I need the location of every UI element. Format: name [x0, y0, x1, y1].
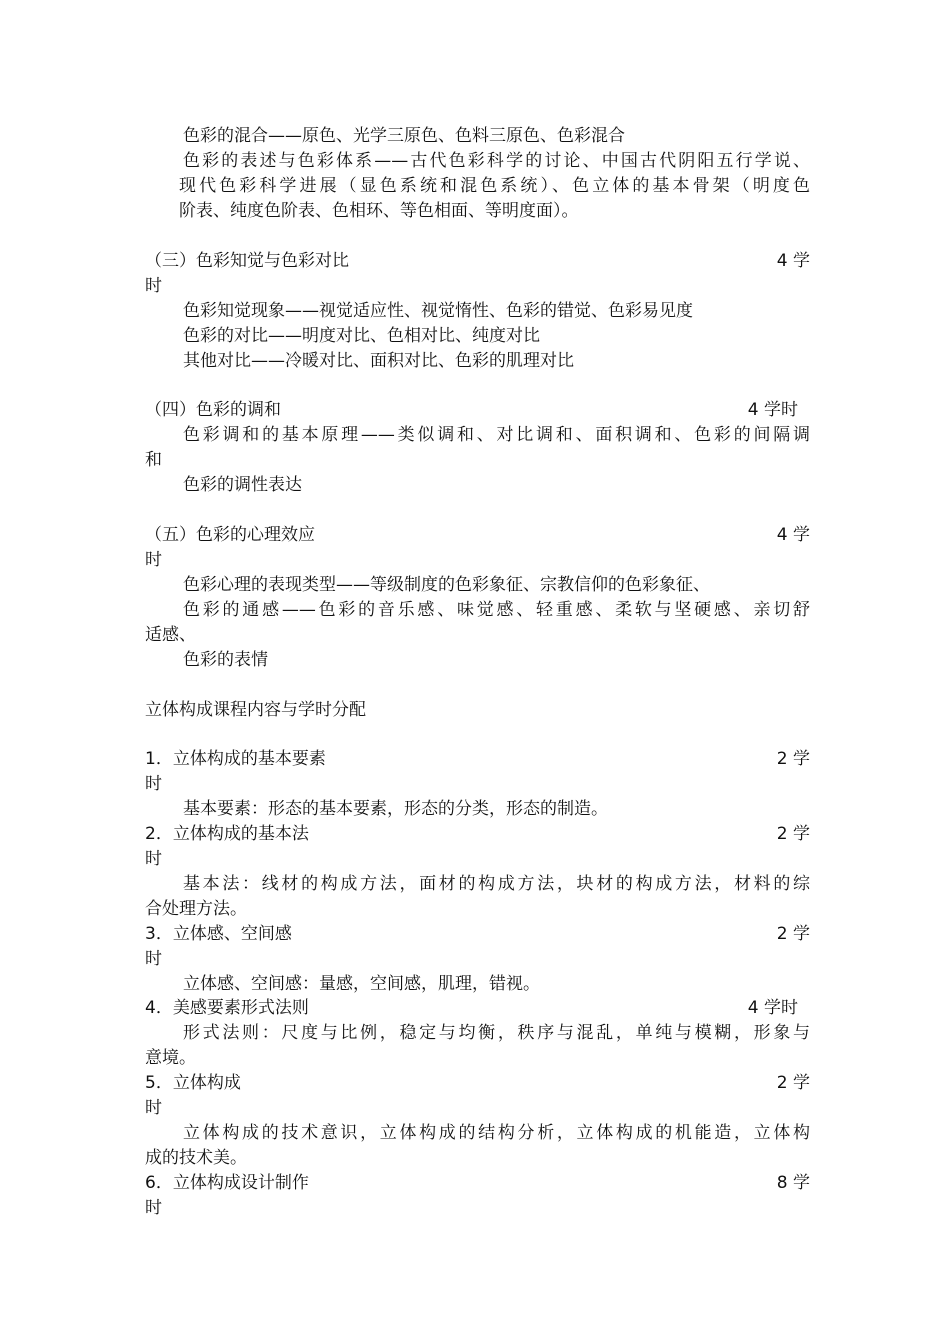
solid-item-hours: 2 学 — [776, 749, 810, 769]
solid-item-title: 2．立体构成的基本法 — [145, 824, 309, 844]
solid-item-title: 1．立体构成的基本要素 — [145, 749, 326, 769]
solid-item-title: 3．立体感、空间感 — [145, 924, 292, 944]
part5-hours: 4 学 — [776, 525, 810, 545]
part3-item: 色彩的对比——明度对比、色相对比、纯度对比 — [183, 326, 540, 346]
part4-header — [145, 398, 798, 423]
solid-item-desc: 基本要素：形态的基本要素，形态的分类，形态的制造。 — [183, 799, 608, 819]
part5-item: 色彩的通感——色彩的音乐感、味觉感、轻重感、柔软与坚硬感、亲切舒 — [183, 600, 810, 620]
part3-header — [145, 249, 810, 274]
solid-item-desc: 立体构成的技术意识，立体构成的结构分析，立体构成的机能造，立体构 — [183, 1123, 810, 1143]
color-mixing-line: 色彩的混合——原色、光学三原色、色料三原色、色彩混合 — [183, 126, 625, 146]
solid-item-hours-wrap: 时 — [145, 774, 162, 794]
solid-item-header — [145, 1171, 810, 1196]
solid-item-header — [145, 747, 810, 772]
part5-title: （五）色彩的心理效应 — [145, 525, 315, 545]
part3-item: 色彩知觉现象——视觉适应性、视觉惰性、色彩的错觉、色彩易见度 — [183, 301, 693, 321]
part4-item-wrap: 和 — [145, 450, 162, 470]
solid-item-title: 6．立体构成设计制作 — [145, 1173, 309, 1193]
solid-item-header — [145, 822, 810, 847]
solid-item-hours-wrap: 时 — [145, 849, 162, 869]
part5-item: 色彩的表情 — [183, 650, 268, 670]
solid-item-desc-wrap: 成的技术美。 — [145, 1148, 247, 1168]
part4-item: 色彩的调性表达 — [183, 475, 302, 495]
solid-item-header — [145, 996, 798, 1021]
solid-item-hours: 2 学 — [776, 1073, 810, 1093]
part5-header — [145, 523, 810, 548]
solid-item-header — [145, 1071, 810, 1096]
part4-hours: 4 学时 — [747, 400, 798, 420]
solid-item-hours-wrap: 时 — [145, 949, 162, 969]
part3-hours-wrap: 时 — [145, 276, 162, 296]
solid-item-desc: 基本法：线材的构成方法，面材的构成方法，块材的构成方法，材料的综 — [183, 874, 810, 894]
solid-item-desc: 形式法则：尺度与比例，稳定与均衡，秩序与混乱，单纯与模糊，形象与 — [183, 1023, 810, 1043]
part3-title: （三）色彩知觉与色彩对比 — [145, 251, 349, 271]
color-system-line-2: 现代色彩科学进展（显色系统和混色系统）、色立体的基本骨架（明度色 — [179, 176, 810, 196]
solid-item-hours: 8 学 — [776, 1173, 810, 1193]
solid-item-desc-wrap: 合处理方法。 — [145, 899, 247, 919]
part5-item: 色彩心理的表现类型——等级制度的色彩象征、宗教信仰的色彩象征、 — [183, 575, 710, 595]
part5-hours-wrap: 时 — [145, 550, 162, 570]
color-system-line-3: 阶表、纯度色阶表、色相环、等色相面、等明度面）。 — [179, 201, 579, 221]
part4-item: 色彩调和的基本原理——类似调和、对比调和、面积调和、色彩的间隔调 — [183, 425, 810, 445]
solid-item-hours: 2 学 — [776, 824, 810, 844]
solid-item-hours-wrap: 时 — [145, 1198, 162, 1218]
part5-item-wrap: 适感、 — [145, 625, 196, 645]
color-system-line: 色彩的表述与色彩体系——古代色彩科学的讨论、中国古代阴阳五行学说、 — [183, 151, 810, 171]
solid-section-heading: 立体构成课程内容与学时分配 — [145, 700, 366, 720]
solid-item-hours: 4 学时 — [747, 998, 798, 1018]
solid-item-desc-wrap: 意境。 — [145, 1048, 196, 1068]
solid-item-hours-wrap: 时 — [145, 1098, 162, 1118]
solid-item-title: 5．立体构成 — [145, 1073, 241, 1093]
solid-item-title: 4．美感要素形式法则 — [145, 998, 309, 1018]
solid-item-header — [145, 922, 810, 947]
solid-item-hours: 2 学 — [776, 924, 810, 944]
part3-item: 其他对比——冷暖对比、面积对比、色彩的肌理对比 — [183, 351, 574, 371]
part3-hours: 4 学 — [776, 251, 810, 271]
solid-item-desc: 立体感、空间感：量感，空间感，肌理，错视。 — [183, 974, 540, 994]
part4-title: （四）色彩的调和 — [145, 400, 281, 420]
